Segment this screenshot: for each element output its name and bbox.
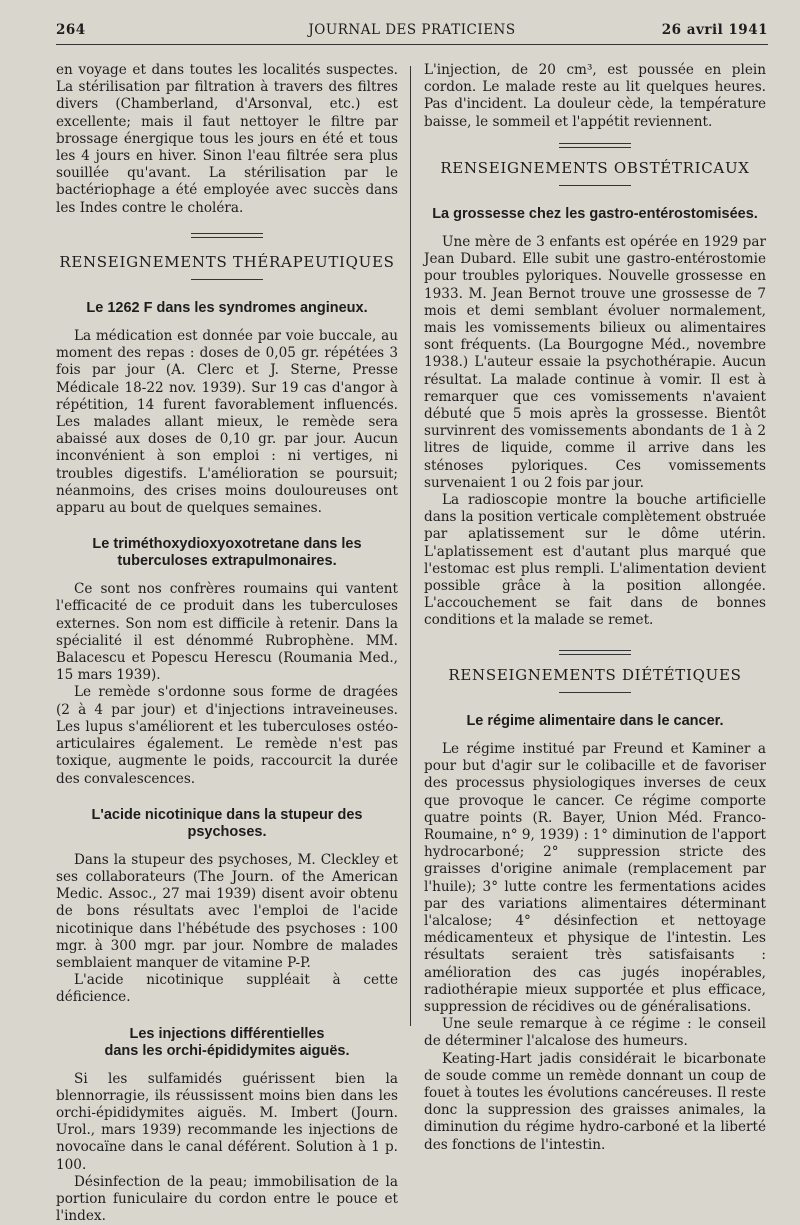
paragraph: Désinfection de la peau; immobilisation de la portion funiculaire du cordon entre le pouce et l'index. [56,1173,398,1225]
paragraph: Keating-Hart jadis considérait le bicarbonate de soude comme un remède donnant un coup de fouet à toutes les évolutions cancéreuses. Il reste donc la suppression des graisses animales, la diminution du régime hydro-carboné et la liberté des fonctions de l'intestin. [424,1050,766,1153]
header-rule [56,44,768,45]
article-title: Le régime alimentaire dans le cancer. [466,712,724,729]
paragraph: Une mère de 3 enfants est opérée en 1929 par Jean Dubard. Elle subit une gastro-entérostomie pour troubles pyloriques. Nouvelle grossesse en 1933. M. Jean Bernot trouve une grossesse de 7 mois et demi semblant évoluer normalement, mais les vomissements bilieux ou alimentaires sont fréquents. (La Bourgogne Méd., novembre 1938.) L'auteur essaie la psychothérapie. Aucun résultat. La malade continue à vomir. Il est à remarquer que ces vomissements n'avaient débuté que 5 mois après la grossesse. Bientôt survinrent des vomissements abondants de 1 à 2 litres de liquide, comme il arrive dans les sténoses pyloriques. Ces vomissements survenaient 1 ou 2 fois par jour. [424,234,766,491]
page-number: 264 [56,22,86,38]
journal-title: JOURNAL DES PRATICIENS [308,22,516,38]
paragraph: Dans la stupeur des psychoses, M. Cleckley et ses collaborateurs (The Journ. of the American Medic. Assoc., 27 mai 1939) disent avoir obtenu de bons résultats avec l'emploi de l'acide nicotinique dans l'hébétude des psychoses : 100 mgr. à 300 mgr. par jour. Nombre de malades semblaient manquer de vitamine P-P. [56,851,398,971]
paragraph: La radioscopie montre la bouche artificielle dans la position verticale complètement obstruée par aplatissement sur le dôme utérin. L'aplatissement est d'autant plus marqué que l'estomac est plus rempli. L'alimentation devient possible grâce à la position allongée. L'accouchement se fait dans de bonnes conditions et la malade se remet. [424,492,766,629]
article-title: Les injections différentielles [129,1025,325,1042]
running-header [56,22,768,46]
section-heading-dietetiques: RENSEIGNEMENTS DIÉTÉTIQUES [448,665,742,684]
paragraph: en voyage et dans toutes les localités suspectes. La stérilisation par filtration à travers des filtres divers (Chamberland, d'Arsonval, etc.) est excellente; mais il faut nettoyer le filtre par brossage énergique tous les jours en été et tous les 4 jours en hiver. Sinon l'eau filtrée sera plus souillée qu'avant. La stérilisation par le bactériophage a été employée avec succès dans les Indes contre le choléra. [56,62,398,216]
paragraph: Si les sulfamidés guérissent bien la blennorragie, ils réussissent moins bien dans les orchi-épididymites aiguës. M. Imbert (Journ. Urol., mars 1939) recommande les injections de novocaïne dans le canal déférent. Solution à 1 p. 100. [56,1070,398,1173]
section-heading-obstetricaux: RENSEIGNEMENTS OBSTÉTRICAUX [440,158,750,177]
section-heading-therapeutiques: RENSEIGNEMENTS THÉRAPEUTIQUES [59,252,395,271]
paragraph: La médication est donnée par voie buccale, au moment des repas : doses de 0,05 gr. répétées 3 fois par jour (A. Clerc et J. Sterne, Presse Médicale 18-22 nov. 1939). Sur 19 cas d'angor à répétition, 14 furent favorablement influencés. Les malades allant mieux, le remède sera abaissé aux doses de 0,10 gr. par jour. Aucun inconvénient à son emploi : ni vertiges, ni troubles digestifs. L'amélioration se poursuit; néanmoins, des crises moins douloureuses ont apparu au bout de quelques semaines. [56,328,398,517]
column-divider [410,66,411,1026]
paragraph: L'acide nicotinique suppléait à cette déficience. [56,972,398,1006]
paragraph: Le régime institué par Freund et Kaminer a pour but d'agir sur le colibacille et de favoriser des processus physiologiques inverses de ceux que provoque le cancer. Ce régime comporte quatre points (R. Bayer, Union Méd. Franco-Roumaine, n° 9, 1939) : 1° diminution de l'apport hydrocarboné; 2° suppression stricte des graisses d'origine animale (remplacement par l'huile); 3° lutte contre les fermentations acides par des variations alimentaires déterminant l'alcalose; 4° désinfection et nettoyage médicamenteux et physique de l'intestin. Les résultats seraient très satisfaisants : amélioration des cas jugés inopérables, radiothérapie mieux supportée et plus efficace, suppression de récidives ou de généralisations. [424,740,766,1015]
article-title: L'acide nicotinique dans la stupeur des psychoses. [91,806,363,840]
paragraph: L'injection, de 20 cm³, est poussée en plein cordon. Le malade reste au lit quelques heures. Pas d'incident. La douleur cède, la température baisse, le sommeil et l'appétit reviennent. [424,62,766,130]
left-column [56,62,398,1225]
paragraph: Une seule remarque à ce régime : le conseil de déterminer l'alcalose des humeurs. [424,1016,766,1050]
issue-date: 26 avril 1941 [661,22,768,38]
paragraph: Ce sont nos confrères roumains qui vantent l'efficacité de ce produit dans les tuberculoses externes. Son nom est difficile à retenir. Dans la spécialité il est dénommé Rubrophène. MM. Balacescu et Popescu Herescu (Roumania Med., 15 mars 1939). [56,581,398,684]
paragraph: Le remède s'ordonne sous forme de dragées (2 à 4 par jour) et d'injections intraveineuses. Les lupus s'améliorent et les tuberculoses ostéo-articulaires également. Le remède n'est pas toxique, augmente le poids, raccourcit la durée des convalescences. [56,684,398,787]
article-title: Le 1262 F dans les syndromes angineux. [86,300,368,317]
article-title: dans les orchi-épididymites aiguës. [104,1042,350,1059]
article-title: Le triméthoxydioxyoxotretane dans les tuberculoses extrapulmonaires. [92,536,362,570]
article-title: La grossesse chez les gastro-entérostomisées. [432,206,758,223]
right-column [424,62,766,1154]
